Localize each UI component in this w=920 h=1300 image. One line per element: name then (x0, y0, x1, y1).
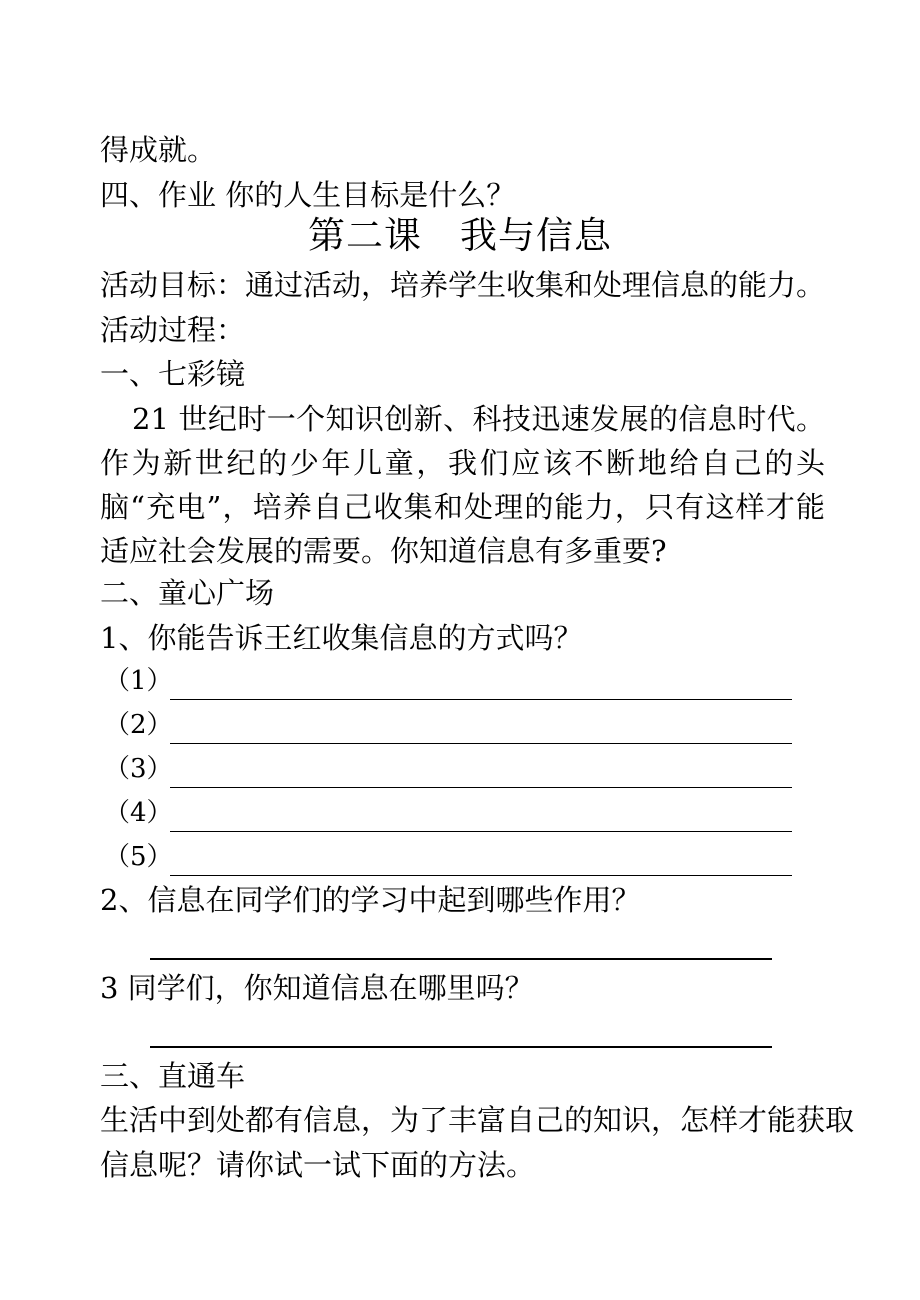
blank-label: （4） (104, 798, 173, 828)
question-1: 1、你能告诉王红收集信息的方式吗？ (100, 621, 583, 655)
question-3: 3 同学们，你知道信息在哪里吗？ (100, 971, 534, 1005)
blank-label: （1） (104, 666, 173, 696)
blank-line[interactable] (170, 669, 792, 700)
blank-line[interactable] (170, 801, 792, 832)
answer-line-question-3[interactable] (150, 1046, 772, 1048)
answer-blank-5[interactable] (104, 838, 792, 876)
blank-line[interactable] (170, 757, 792, 788)
answer-blank-1[interactable] (104, 662, 792, 700)
blank-label: （2） (104, 710, 173, 740)
intro-line-1: 得成就。 (100, 133, 217, 167)
question-2: 2、信息在同学们的学习中起到哪些作用？ (100, 883, 641, 917)
answer-blank-4[interactable] (104, 794, 792, 832)
section2-heading: 二、童心广场 (100, 576, 275, 610)
blank-line[interactable] (170, 845, 792, 876)
section1-paragraph: 21 世纪时一个知识创新、科技迅速发展的信息时代。作为新世纪的少年儿童，我们应该不断地给自己的头脑“充电”，培养自己收集和处理的能力，只有这样才能适应社会发展的需要。你知道信息有多重要? (100, 402, 825, 568)
blank-label: （5） (104, 842, 173, 872)
activity-process-label: 活动过程： (100, 313, 246, 347)
activity-goal: 活动目标：通过活动，培养学生收集和处理信息的能力。 (100, 268, 826, 302)
section3-heading: 三、直通车 (100, 1059, 246, 1093)
answer-blank-2[interactable] (104, 706, 792, 744)
answer-line-question-2[interactable] (150, 958, 772, 960)
answer-blank-3[interactable] (104, 750, 792, 788)
homework-line: 四、作业 你的人生目标是什么？ (100, 178, 516, 212)
blank-line[interactable] (170, 713, 792, 744)
lesson-title: 第二课 我与信息 (308, 214, 612, 257)
section3-paragraph-line-1: 生活中到处都有信息，为了丰富自己的知识，怎样才能获取 (100, 1103, 855, 1137)
blank-label: （3） (104, 754, 173, 784)
section1-heading: 一、七彩镜 (100, 357, 246, 391)
section3-paragraph-line-2: 信息呢？请你试一试下面的方法。 (100, 1148, 536, 1182)
